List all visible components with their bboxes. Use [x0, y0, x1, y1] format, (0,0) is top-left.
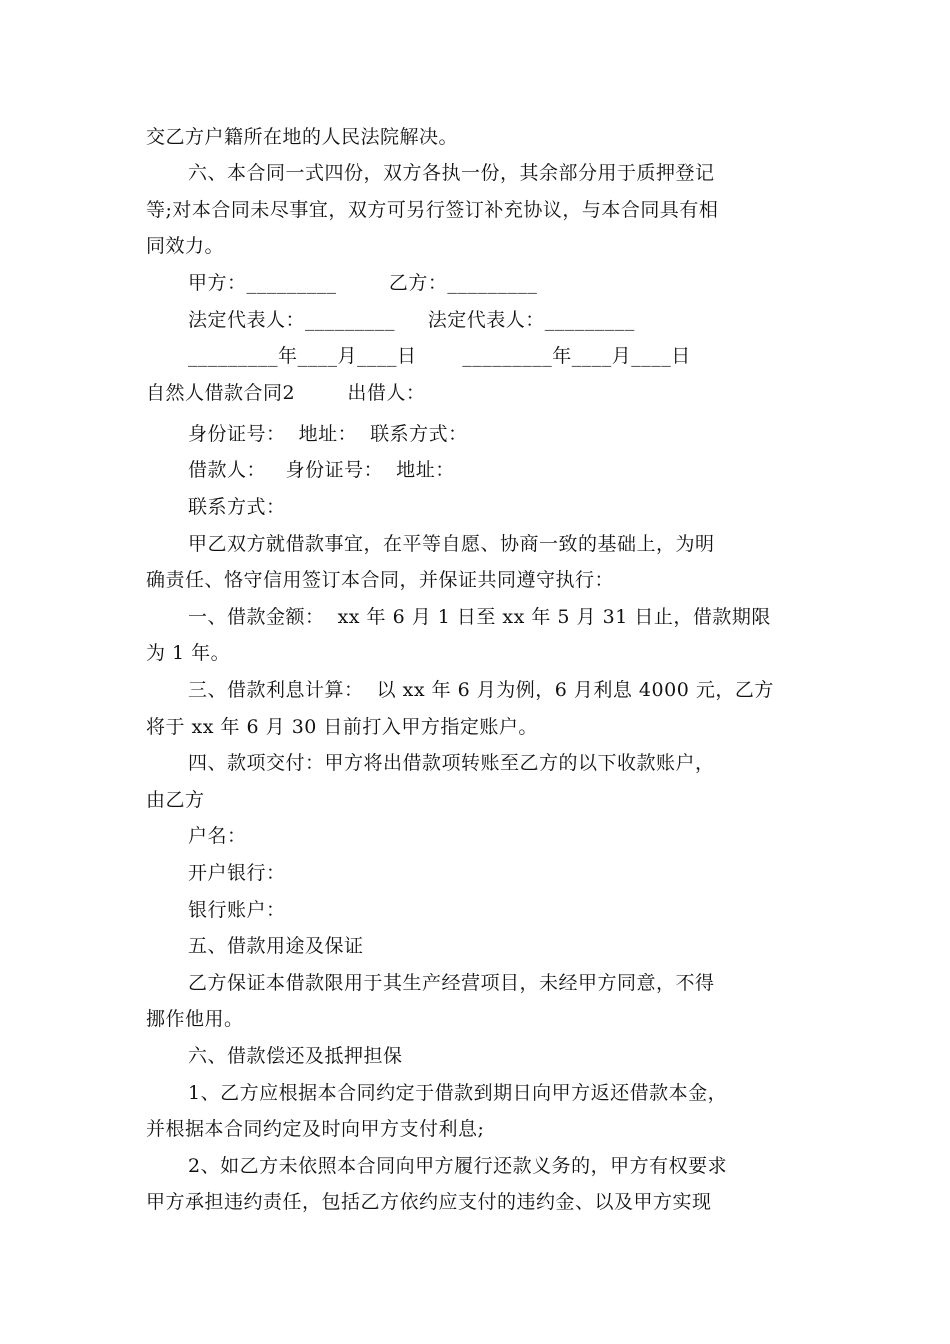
text-line: 开户银行：	[188, 862, 286, 884]
signature-line-dates: _________年____月____日 _________年____月____日	[188, 345, 691, 367]
text-line: 等;对本合同未尽事宜，双方可另行签订补充协议，与本合同具有相	[146, 199, 719, 221]
text-line: 借款人： 身份证号： 地址：	[188, 459, 455, 481]
text-line: 四、款项交付：甲方将出借款项转账至乙方的以下收款账户，	[188, 752, 715, 774]
text-line: 确责任、恪守信用签订本合同，并保证共同遵守执行：	[146, 569, 615, 591]
text-line: 交乙方户籍所在地的人民法院解决。	[146, 126, 459, 148]
signature-line-representatives: 法定代表人：_________ 法定代表人：_________	[188, 309, 635, 331]
text-line: 三、借款利息计算： 以 xx 年 6 月为例，6 月利息 4000 元，乙方	[188, 679, 774, 701]
text-line: 六、本合同一式四份，双方各执一份，其余部分用于质押登记	[188, 162, 715, 184]
text-line: 由乙方	[146, 789, 205, 811]
text-line: 联系方式：	[188, 496, 286, 518]
text-line: 将于 xx 年 6 月 30 日前打入甲方指定账户。	[146, 716, 538, 738]
signature-line-parties: 甲方：_________ 乙方：_________	[188, 272, 538, 294]
text-line: 挪作他用。	[146, 1008, 244, 1030]
text-line: 甲方承担违约责任，包括乙方依约应支付的违约金、以及甲方实现	[146, 1191, 712, 1213]
section-heading: 五、借款用途及保证	[188, 935, 364, 957]
text-line: 一、借款金额： xx 年 6 月 1 日至 xx 年 5 月 31 日止，借款期限	[188, 606, 771, 628]
text-line: 户名：	[188, 825, 247, 847]
text-line: 甲乙双方就借款事宜，在平等自愿、协商一致的基础上，为明	[188, 533, 715, 555]
text-line: 银行账户：	[188, 899, 286, 921]
text-line: 身份证号： 地址： 联系方式：	[188, 423, 468, 445]
section-heading: 六、借款偿还及抵押担保	[188, 1045, 403, 1067]
text-line: 并根据本合同约定及时向甲方支付利息;	[146, 1118, 485, 1140]
text-line: 1、乙方应根据本合同约定于借款到期日向甲方返还借款本金，	[188, 1082, 728, 1104]
text-line: 2、如乙方未依照本合同向甲方履行还款义务的，甲方有权要求	[188, 1155, 728, 1177]
text-line: 同效力。	[146, 235, 225, 257]
text-line: 乙方保证本借款限用于其生产经营项目，未经甲方同意，不得	[188, 972, 715, 994]
contract-title-line: 自然人借款合同2 出借人：	[146, 382, 426, 404]
text-line: 为 1 年。	[146, 642, 231, 664]
